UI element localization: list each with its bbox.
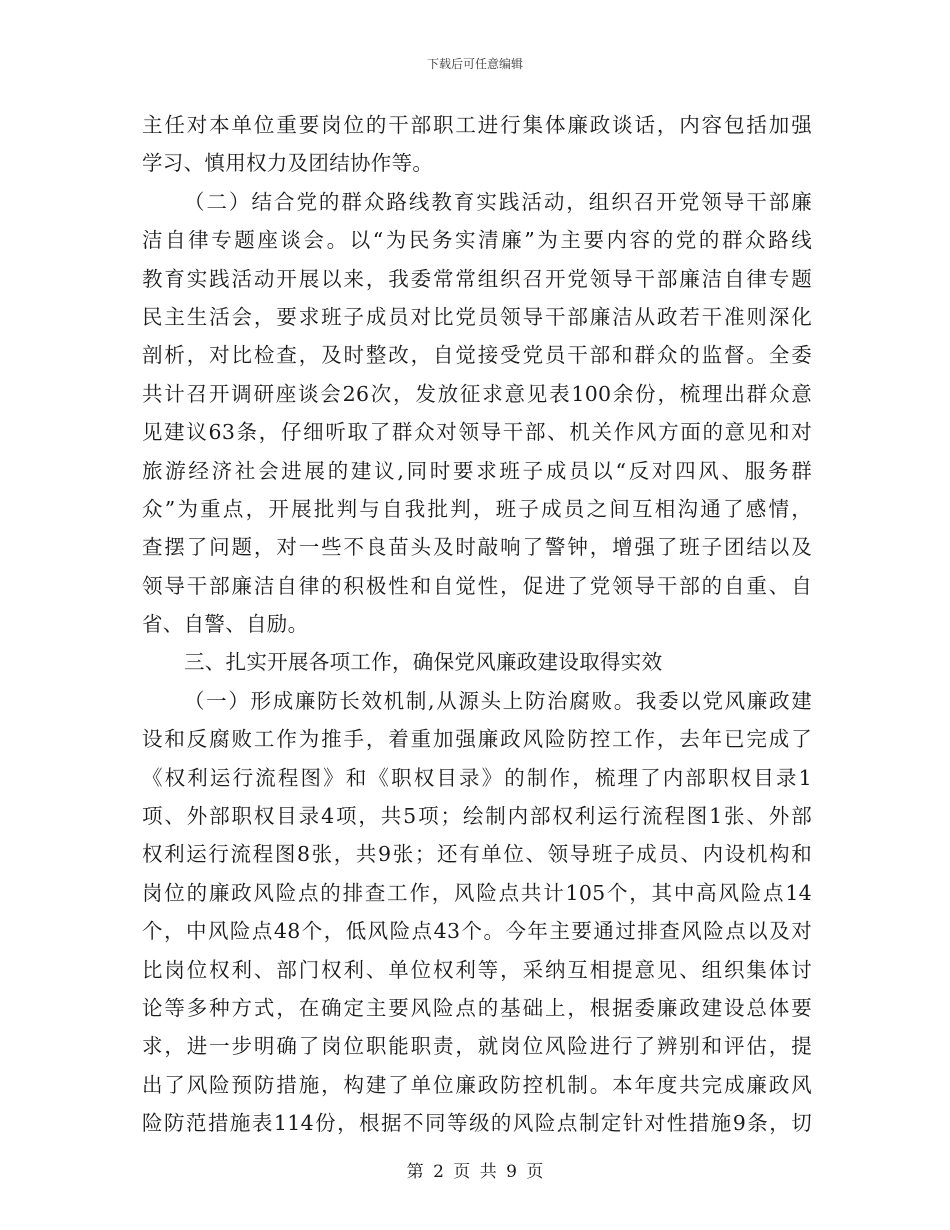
text-line: 众”为重点，开展批判与自我批判，班子成员之间互相沟通了感情，	[142, 496, 812, 521]
text-line: 旅游经济社会进展的建议,同时要求班子成员以“反对四风、服务群	[142, 458, 812, 483]
text-line: 主任对本单位重要岗位的干部职工进行集体廉政谈话，内容包括加强	[142, 113, 812, 137]
body-text	[142, 106, 812, 1143]
text-line: 领导干部廉洁自律的积极性和自觉性，促进了党领导干部的自重、自	[142, 573, 812, 598]
section-heading: 三、扎实开展各项工作，确保党风廉政建设取得实效	[184, 650, 663, 675]
text-line: 省、自警、自励。	[142, 612, 309, 637]
text-line: 洁自律专题座谈会。以“为民务实清廉”为主要内容的党的群众路线	[142, 228, 812, 253]
text-line: 岗位的廉政风险点的排查工作，风险点共计105个，其中高风险点14	[142, 880, 812, 905]
text-line: 权利运行流程图8张，共9张；还有单位、领导班子成员、内设机构和	[142, 842, 812, 867]
text-line: 险防范措施表114份，根据不同等级的风险点制定针对性措施9条，切	[142, 1111, 812, 1136]
text-line: 个，中风险点48个，低风险点43个。今年主要通过排查风险点以及对	[142, 919, 812, 944]
text-line: 求，进一步明确了岗位职能职责，就岗位风险进行了辨别和评估，提	[142, 1034, 812, 1059]
text-line: 项、外部职权目录4项，共5项；绘制内部权利运行流程图1张、外部	[142, 804, 812, 829]
text-line: 《权利运行流程图》和《职权目录》的制作，梳理了内部职权目录1	[142, 765, 812, 790]
paragraph-start-line: （一）形成廉防长效机制,从源头上防治腐败。我委以党风廉政建	[184, 688, 812, 713]
header-note: 下载后可任意编辑	[426, 57, 523, 71]
text-line: 共计召开调研座谈会26次，发放征求意见表100余份，梳理出群众意	[142, 381, 812, 406]
text-line: 比岗位权利、部门权利、单位权利等，采纳互相提意见、组织集体讨	[142, 957, 812, 982]
paragraph-start-line: （二）结合党的群众路线教育实践活动，组织召开党领导干部廉	[184, 189, 812, 214]
text-line: 学习、慎用权力及团结协作等。	[142, 151, 434, 176]
text-line: 论等多种方式，在确定主要风险点的基础上，根据委廉政建设总体要	[142, 995, 812, 1020]
text-line: 教育实践活动开展以来，我委常常组织召开党领导干部廉洁自律专题	[142, 266, 812, 291]
text-line: 见建议63条，仔细听取了群众对领导干部、机关作风方面的意见和对	[142, 420, 812, 445]
text-line: 查摆了问题，对一些不良苗头及时敲响了警钟，增强了班子团结以及	[142, 535, 812, 560]
text-line: 剖析，对比检查，及时整改，自觉接受党员干部和群众的监督。全委	[142, 343, 812, 368]
text-line: 设和反腐败工作为推手，着重加强廉政风险防控工作，去年已完成了	[142, 727, 812, 752]
page-number-footer: 第 2 页 共 9 页	[406, 1162, 544, 1182]
text-line: 民主生活会，要求班子成员对比党员领导干部廉洁从政若干准则深化	[142, 304, 812, 329]
text-line: 出了风险预防措施，构建了单位廉政防控机制。本年度共完成廉政风	[142, 1072, 812, 1097]
